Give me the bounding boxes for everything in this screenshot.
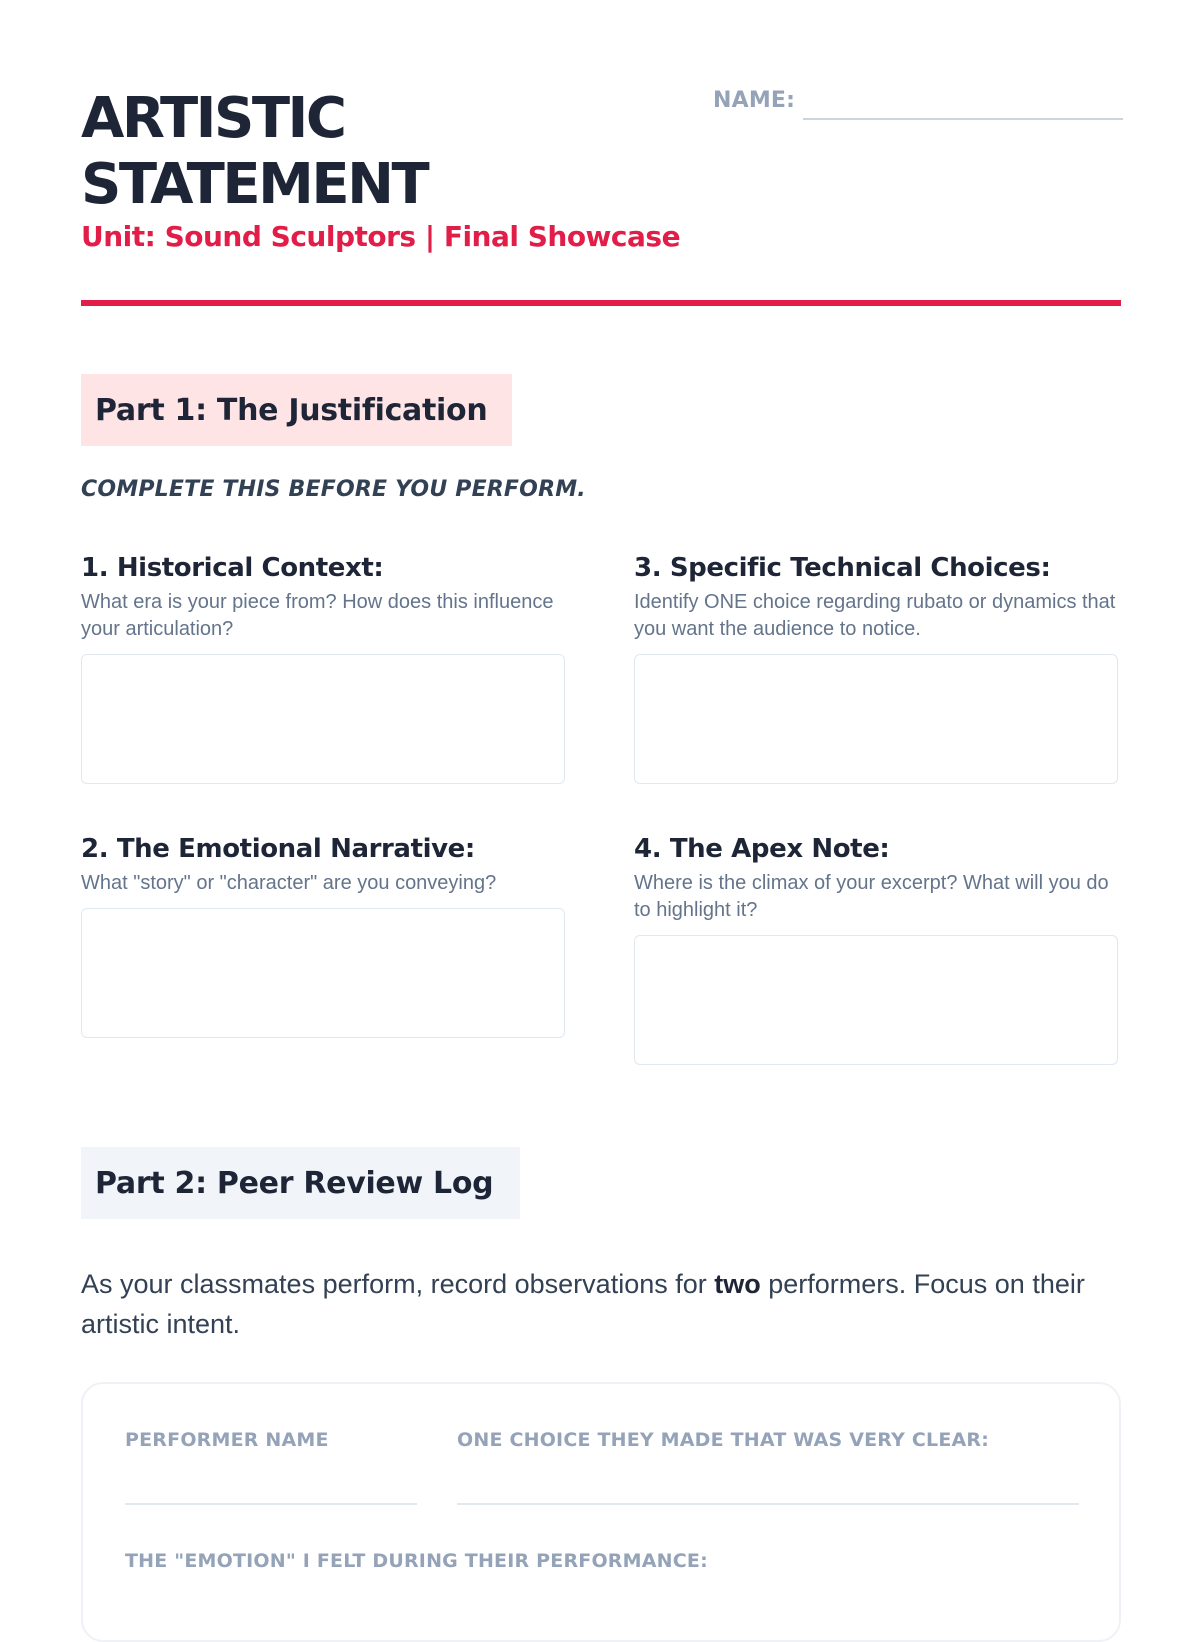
performer-name-input-line[interactable]	[125, 1503, 417, 1505]
part-1-heading: Part 1: The Justification	[81, 374, 512, 446]
question-title: 3. Specific Technical Choices:	[634, 553, 1051, 583]
question-help-text: Where is the climax of your excerpt? What will you do to highlight it?	[634, 872, 1109, 921]
performer-name-label: PERFORMER NAME	[125, 1429, 329, 1451]
title-line-1: ARTISTIC	[81, 86, 345, 151]
part-2-intro	[81, 1264, 1121, 1344]
emotion-felt-label: THE "EMOTION" I FELT DURING THEIR PERFORMANCE:	[125, 1550, 708, 1572]
name-input-line[interactable]	[803, 118, 1123, 120]
name-field	[713, 86, 1121, 122]
peer-review-card	[81, 1382, 1121, 1642]
question-title: 2. The Emotional Narrative:	[81, 834, 475, 864]
part-2-heading: Part 2: Peer Review Log	[81, 1147, 520, 1219]
intro-text-start: As your classmates perform, record observations for	[81, 1269, 715, 1299]
name-label: NAME:	[713, 88, 796, 113]
answer-box-emotional-narrative[interactable]	[81, 908, 565, 1038]
question-help-text: What era is your piece from? How does this influence your articulation?	[81, 591, 554, 640]
header-divider	[81, 300, 1121, 306]
question-title: 1. Historical Context:	[81, 553, 384, 583]
part-1-instruction: COMPLETE THIS BEFORE YOU PERFORM.	[81, 477, 586, 502]
clear-choice-input-line[interactable]	[457, 1503, 1079, 1505]
intro-text-end: performers. Focus on their artistic intent.	[81, 1269, 1085, 1339]
unit-subtitle: Unit: Sound Sculptors | Final Showcase	[81, 220, 681, 253]
intro-emphasis: two	[714, 1269, 761, 1299]
title-line-2: STATEMENT	[81, 152, 428, 217]
question-help-text: What "story" or "character" are you conveying?	[81, 872, 497, 894]
worksheet-title	[81, 86, 601, 218]
answer-box-historical-context[interactable]	[81, 654, 565, 784]
clear-choice-label: ONE CHOICE THEY MADE THAT WAS VERY CLEAR:	[457, 1429, 990, 1451]
question-title: 4. The Apex Note:	[634, 834, 890, 864]
answer-box-apex-note[interactable]	[634, 935, 1118, 1065]
question-help-text: Identify ONE choice regarding rubato or dynamics that you want the audience to notice.	[634, 591, 1116, 640]
worksheet-header	[81, 86, 1121, 306]
answer-box-technical-choices[interactable]	[634, 654, 1118, 784]
